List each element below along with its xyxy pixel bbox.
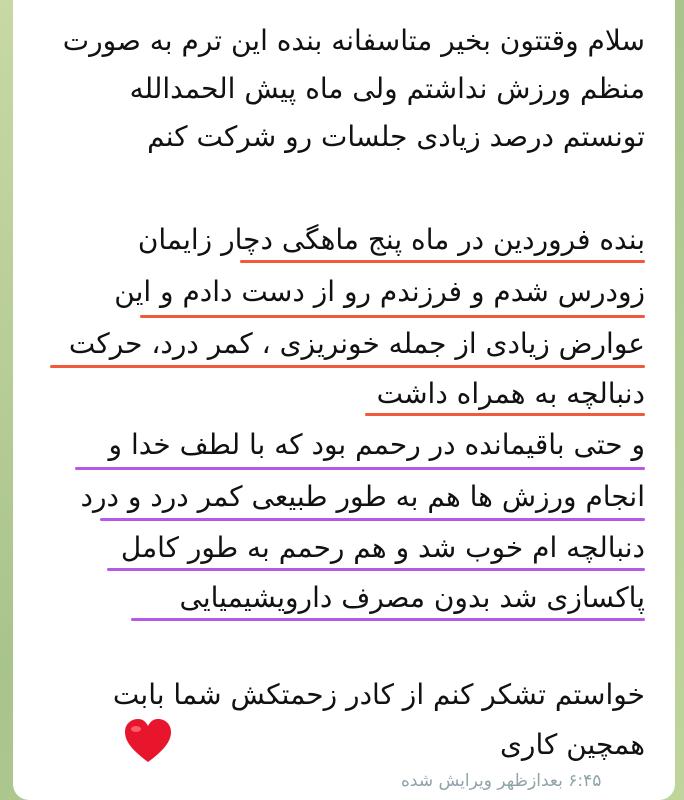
text-line: زودرس شدم و فرزندم رو از دست دادم و این	[114, 275, 645, 308]
purple-underline	[100, 518, 645, 521]
text-line: و حتی باقیمانده در رحمم بود که با لطف خدا و	[108, 428, 645, 461]
purple-underline	[75, 467, 645, 470]
text-line: تونستم درصد زیادی جلسات رو شرکت کنم	[147, 120, 645, 153]
text-line: خواستم تشکر کنم از کادر زحمتکش شما بابت	[112, 678, 645, 711]
purple-underline	[107, 568, 645, 571]
text-line: سلام وقتتون بخیر متاسفانه بنده این ترم به صورت	[62, 24, 645, 57]
red-underline	[140, 315, 645, 318]
text-line: بنده فروردین در ماه پنج ماهگی دچار زایمان	[137, 223, 645, 256]
red-underline	[240, 260, 645, 263]
text-line: انجام ورزش ها هم به طور طبیعی کمر درد و درد	[80, 480, 645, 513]
purple-underline	[131, 618, 645, 621]
text-line: عوارض زیادی از جمله خونریزی ، کمر درد، حرکت	[68, 327, 645, 360]
red-heart-icon	[123, 717, 173, 767]
red-underline	[50, 365, 645, 368]
message-time-edited: ۶:۴۵ بعدازظهر ویرایش شده	[401, 771, 602, 791]
text-line: دنبالچه ام خوب شد و هم رحمم به طور کامل	[120, 531, 645, 564]
red-underline	[365, 413, 645, 416]
message-bubble[interactable]	[13, 0, 675, 800]
text-line: پاکسازی شد بدون مصرف دارویشیمیایی	[179, 581, 645, 614]
text-line: دنبالچه به همراه داشت	[376, 377, 645, 410]
text-line: همچین کاری	[500, 728, 645, 761]
text-line: منظم ورزش نداشتم ولی ماه پیش الحمدالله	[129, 72, 645, 105]
